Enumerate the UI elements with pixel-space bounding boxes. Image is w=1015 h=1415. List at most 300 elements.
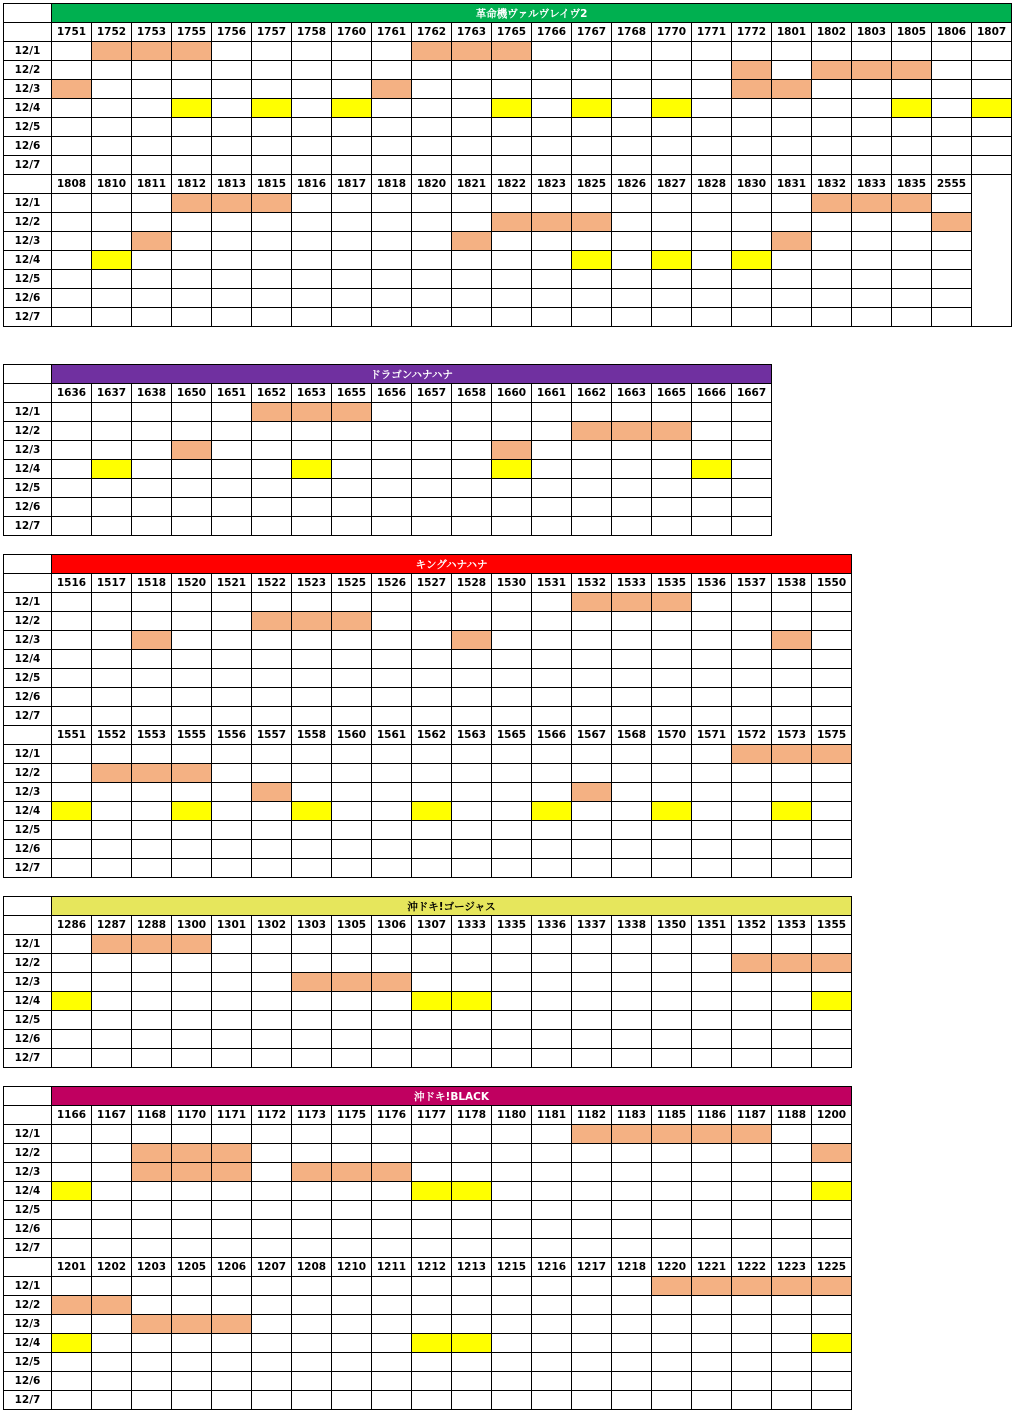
empty-cell (852, 99, 892, 118)
empty-cell (732, 935, 772, 954)
empty-cell (132, 498, 172, 517)
empty-cell (732, 1049, 772, 1068)
empty-cell (532, 935, 572, 954)
empty-cell (252, 1030, 292, 1049)
date-row (4, 840, 852, 859)
date-row (4, 1391, 852, 1410)
date-label: 12/3 (4, 1163, 52, 1182)
empty-cell (132, 1296, 172, 1315)
empty-cell (372, 1296, 412, 1315)
date-row (4, 821, 852, 840)
empty-cell (972, 80, 1012, 99)
highlight-orange-cell (172, 441, 212, 460)
empty-cell (52, 118, 92, 137)
machine-number: 1537 (732, 574, 772, 593)
machine-number: 1661 (532, 384, 572, 403)
empty-cell (92, 308, 132, 327)
empty-cell (212, 935, 252, 954)
header-corner-cell (4, 384, 52, 403)
empty-cell (732, 1353, 772, 1372)
empty-cell (172, 593, 212, 612)
date-label: 12/3 (4, 973, 52, 992)
empty-cell (492, 669, 532, 688)
machine-number: 1570 (652, 726, 692, 745)
table-title (52, 1087, 852, 1106)
empty-cell (292, 707, 332, 726)
highlight-yellow-cell (52, 992, 92, 1011)
date-row (4, 1239, 852, 1258)
corner-cell (4, 897, 52, 916)
empty-cell (332, 745, 372, 764)
empty-cell (132, 783, 172, 802)
machine-number: 1817 (332, 175, 372, 194)
date-row (4, 517, 772, 536)
empty-cell (172, 1049, 212, 1068)
corner-cell (4, 1087, 52, 1106)
machine-number: 1353 (772, 916, 812, 935)
empty-cell (652, 973, 692, 992)
highlight-orange-cell (132, 631, 172, 650)
empty-cell (372, 1144, 412, 1163)
empty-cell (812, 935, 852, 954)
machine-number: 1530 (492, 574, 532, 593)
empty-cell (212, 517, 252, 536)
date-label: 12/6 (4, 498, 52, 517)
date-row (4, 61, 1012, 80)
empty-cell (372, 1182, 412, 1201)
empty-cell (492, 1315, 532, 1334)
empty-cell (612, 764, 652, 783)
empty-cell (412, 1315, 452, 1334)
empty-cell (532, 99, 572, 118)
empty-cell (372, 42, 412, 61)
empty-cell (812, 650, 852, 669)
empty-cell (252, 61, 292, 80)
date-row (4, 1201, 852, 1220)
empty-cell (372, 99, 412, 118)
empty-cell (572, 973, 612, 992)
empty-cell (452, 251, 492, 270)
empty-cell (212, 251, 252, 270)
empty-cell (172, 460, 212, 479)
highlight-orange-cell (772, 954, 812, 973)
machine-number: 1562 (412, 726, 452, 745)
empty-cell (372, 745, 412, 764)
empty-cell (732, 1296, 772, 1315)
machine-header-row (4, 726, 852, 745)
empty-cell (132, 61, 172, 80)
machine-number: 1825 (572, 175, 612, 194)
empty-cell (132, 441, 172, 460)
empty-cell (172, 1372, 212, 1391)
highlight-orange-cell (212, 1163, 252, 1182)
empty-cell (572, 1030, 612, 1049)
empty-cell (732, 764, 772, 783)
empty-cell (452, 1011, 492, 1030)
empty-cell (692, 954, 732, 973)
empty-cell (692, 1239, 732, 1258)
machine-number: 1305 (332, 916, 372, 935)
machine-number: 1218 (612, 1258, 652, 1277)
empty-cell (852, 289, 892, 308)
empty-cell (92, 1030, 132, 1049)
empty-cell (612, 688, 652, 707)
empty-cell (532, 403, 572, 422)
date-label: 12/4 (4, 1334, 52, 1353)
empty-cell (812, 1239, 852, 1258)
empty-cell (212, 137, 252, 156)
empty-cell (92, 479, 132, 498)
highlight-orange-cell (452, 42, 492, 61)
empty-cell (52, 1201, 92, 1220)
empty-cell (772, 1296, 812, 1315)
empty-cell (132, 1353, 172, 1372)
date-row (4, 1049, 852, 1068)
empty-cell (292, 441, 332, 460)
machine-number: 1811 (132, 175, 172, 194)
empty-cell (612, 270, 652, 289)
empty-cell (372, 688, 412, 707)
highlight-orange-cell (812, 745, 852, 764)
empty-cell (572, 1277, 612, 1296)
empty-cell (412, 80, 452, 99)
date-label: 12/6 (4, 1030, 52, 1049)
empty-cell (92, 403, 132, 422)
empty-cell (52, 1315, 92, 1334)
empty-cell (812, 1391, 852, 1410)
empty-cell (292, 1201, 332, 1220)
empty-cell (252, 422, 292, 441)
empty-filler (972, 175, 1012, 327)
empty-cell (652, 1239, 692, 1258)
date-label: 12/7 (4, 308, 52, 327)
empty-cell (492, 61, 532, 80)
empty-cell (372, 612, 412, 631)
empty-cell (372, 859, 412, 878)
empty-cell (292, 1372, 332, 1391)
empty-cell (292, 688, 332, 707)
empty-cell (532, 1030, 572, 1049)
machine-number: 1828 (692, 175, 732, 194)
machine-number: 1830 (732, 175, 772, 194)
empty-cell (92, 802, 132, 821)
empty-cell (452, 1239, 492, 1258)
empty-cell (372, 992, 412, 1011)
empty-cell (732, 1201, 772, 1220)
empty-cell (212, 498, 252, 517)
empty-cell (372, 251, 412, 270)
empty-cell (252, 1353, 292, 1372)
empty-cell (172, 821, 212, 840)
machine-number: 1527 (412, 574, 452, 593)
empty-cell (652, 764, 692, 783)
empty-cell (412, 1239, 452, 1258)
machine-number: 1531 (532, 574, 572, 593)
empty-cell (612, 118, 652, 137)
date-label: 12/2 (4, 612, 52, 631)
empty-cell (612, 1220, 652, 1239)
empty-cell (252, 1296, 292, 1315)
empty-cell (372, 650, 412, 669)
empty-cell (732, 308, 772, 327)
machine-number: 1801 (772, 23, 812, 42)
empty-cell (572, 194, 612, 213)
empty-cell (492, 232, 532, 251)
empty-cell (532, 270, 572, 289)
machine-number: 1658 (452, 384, 492, 403)
empty-cell (332, 498, 372, 517)
highlight-orange-cell (492, 42, 532, 61)
table-title-text: 沖ドキ!ゴージャス (407, 900, 496, 913)
empty-cell (732, 612, 772, 631)
machine-number: 1755 (172, 23, 212, 42)
machine-number: 1560 (332, 726, 372, 745)
machine-number: 1187 (732, 1106, 772, 1125)
machine-number: 1816 (292, 175, 332, 194)
empty-cell (292, 1125, 332, 1144)
empty-cell (132, 688, 172, 707)
empty-cell (492, 517, 532, 536)
empty-cell (652, 517, 692, 536)
highlight-orange-cell (812, 1144, 852, 1163)
highlight-orange-cell (132, 935, 172, 954)
empty-cell (692, 1315, 732, 1334)
date-label: 12/6 (4, 289, 52, 308)
empty-cell (212, 593, 252, 612)
empty-cell (972, 118, 1012, 137)
empty-cell (132, 517, 172, 536)
date-row (4, 612, 852, 631)
empty-cell (572, 460, 612, 479)
highlight-orange-cell (292, 1163, 332, 1182)
machine-number: 1763 (452, 23, 492, 42)
empty-cell (132, 1030, 172, 1049)
empty-cell (692, 1201, 732, 1220)
empty-cell (252, 42, 292, 61)
empty-cell (812, 802, 852, 821)
empty-cell (52, 973, 92, 992)
empty-cell (172, 650, 212, 669)
empty-cell (92, 270, 132, 289)
machine-number: 1752 (92, 23, 132, 42)
empty-cell (292, 289, 332, 308)
empty-cell (172, 251, 212, 270)
empty-cell (332, 1011, 372, 1030)
empty-cell (372, 517, 412, 536)
empty-cell (692, 1030, 732, 1049)
empty-cell (372, 1277, 412, 1296)
empty-cell (532, 612, 572, 631)
machine-number: 1561 (372, 726, 412, 745)
empty-cell (412, 1030, 452, 1049)
empty-cell (92, 1391, 132, 1410)
date-row (4, 1125, 852, 1144)
empty-cell (212, 973, 252, 992)
empty-cell (772, 118, 812, 137)
empty-cell (172, 1011, 212, 1030)
empty-cell (492, 403, 532, 422)
highlight-yellow-cell (52, 1182, 92, 1201)
empty-cell (212, 992, 252, 1011)
empty-cell (612, 156, 652, 175)
highlight-orange-cell (492, 441, 532, 460)
empty-cell (692, 593, 732, 612)
machine-number: 1821 (452, 175, 492, 194)
empty-cell (772, 308, 812, 327)
date-row (4, 251, 1012, 270)
empty-cell (612, 1030, 652, 1049)
table-title-text: 革命機ヴァルヴレイヴ2 (475, 7, 588, 20)
empty-cell (452, 308, 492, 327)
empty-cell (92, 289, 132, 308)
empty-cell (52, 669, 92, 688)
date-label: 12/4 (4, 1182, 52, 1201)
empty-cell (132, 1391, 172, 1410)
empty-cell (532, 1201, 572, 1220)
empty-cell (612, 80, 652, 99)
machine-number: 1571 (692, 726, 732, 745)
empty-cell (492, 1030, 532, 1049)
machine-number: 1536 (692, 574, 732, 593)
empty-cell (692, 498, 732, 517)
empty-cell (292, 194, 332, 213)
empty-cell (172, 118, 212, 137)
empty-cell (812, 156, 852, 175)
empty-cell (532, 1391, 572, 1410)
empty-cell (492, 783, 532, 802)
empty-cell (292, 1030, 332, 1049)
machine-number: 1833 (852, 175, 892, 194)
empty-cell (372, 289, 412, 308)
empty-cell (692, 479, 732, 498)
empty-cell (772, 1391, 812, 1410)
empty-cell (732, 992, 772, 1011)
empty-cell (212, 270, 252, 289)
empty-cell (292, 61, 332, 80)
empty-cell (412, 1011, 452, 1030)
empty-cell (732, 1334, 772, 1353)
empty-cell (692, 745, 732, 764)
empty-cell (132, 1372, 172, 1391)
empty-cell (92, 1220, 132, 1239)
empty-cell (292, 42, 332, 61)
machine-number: 1206 (212, 1258, 252, 1277)
machine-number: 1753 (132, 23, 172, 42)
empty-cell (372, 1030, 412, 1049)
empty-cell (532, 840, 572, 859)
empty-cell (692, 99, 732, 118)
highlight-yellow-cell (972, 99, 1012, 118)
machine-number: 1183 (612, 1106, 652, 1125)
machine-number: 1812 (172, 175, 212, 194)
empty-cell (772, 194, 812, 213)
empty-cell (332, 1391, 372, 1410)
empty-cell (772, 1315, 812, 1334)
empty-cell (332, 1201, 372, 1220)
empty-cell (92, 498, 132, 517)
empty-cell (612, 441, 652, 460)
empty-cell (652, 1144, 692, 1163)
empty-cell (732, 1144, 772, 1163)
empty-cell (412, 194, 452, 213)
empty-cell (652, 498, 692, 517)
empty-cell (252, 156, 292, 175)
empty-cell (372, 1049, 412, 1068)
empty-cell (532, 1296, 572, 1315)
empty-cell (732, 517, 772, 536)
empty-cell (212, 479, 252, 498)
corner-cell (4, 4, 52, 23)
empty-cell (612, 650, 652, 669)
empty-cell (532, 992, 572, 1011)
empty-cell (52, 954, 92, 973)
empty-cell (492, 840, 532, 859)
empty-cell (732, 802, 772, 821)
empty-cell (892, 308, 932, 327)
empty-cell (612, 1334, 652, 1353)
highlight-orange-cell (332, 1163, 372, 1182)
machine-number: 1806 (932, 23, 972, 42)
empty-cell (612, 1372, 652, 1391)
machine-number: 1303 (292, 916, 332, 935)
date-label: 12/2 (4, 422, 52, 441)
empty-cell (652, 80, 692, 99)
empty-cell (252, 1182, 292, 1201)
empty-cell (692, 1391, 732, 1410)
date-label: 12/7 (4, 1239, 52, 1258)
highlight-yellow-cell (532, 802, 572, 821)
empty-cell (332, 118, 372, 137)
empty-cell (292, 1391, 332, 1410)
machine-number: 2555 (932, 175, 972, 194)
empty-cell (252, 498, 292, 517)
empty-cell (332, 80, 372, 99)
empty-cell (812, 821, 852, 840)
empty-cell (812, 1163, 852, 1182)
date-row (4, 783, 852, 802)
machine-number: 1810 (92, 175, 132, 194)
empty-cell (612, 1239, 652, 1258)
empty-cell (92, 80, 132, 99)
empty-cell (852, 42, 892, 61)
empty-cell (452, 460, 492, 479)
highlight-yellow-cell (772, 802, 812, 821)
empty-cell (732, 593, 772, 612)
empty-cell (852, 270, 892, 289)
empty-cell (132, 1334, 172, 1353)
empty-cell (372, 403, 412, 422)
machine-number: 1653 (292, 384, 332, 403)
empty-cell (172, 1391, 212, 1410)
empty-cell (692, 61, 732, 80)
empty-cell (732, 137, 772, 156)
date-label: 12/6 (4, 1372, 52, 1391)
date-row (4, 802, 852, 821)
empty-cell (292, 517, 332, 536)
empty-cell (292, 1315, 332, 1334)
machine-number: 1766 (532, 23, 572, 42)
machine-number: 1288 (132, 916, 172, 935)
highlight-orange-cell (332, 403, 372, 422)
empty-cell (572, 137, 612, 156)
empty-cell (52, 764, 92, 783)
empty-cell (892, 137, 932, 156)
machine-number: 1813 (212, 175, 252, 194)
empty-cell (652, 1049, 692, 1068)
machine-number: 1572 (732, 726, 772, 745)
highlight-orange-cell (892, 194, 932, 213)
date-row (4, 1353, 852, 1372)
